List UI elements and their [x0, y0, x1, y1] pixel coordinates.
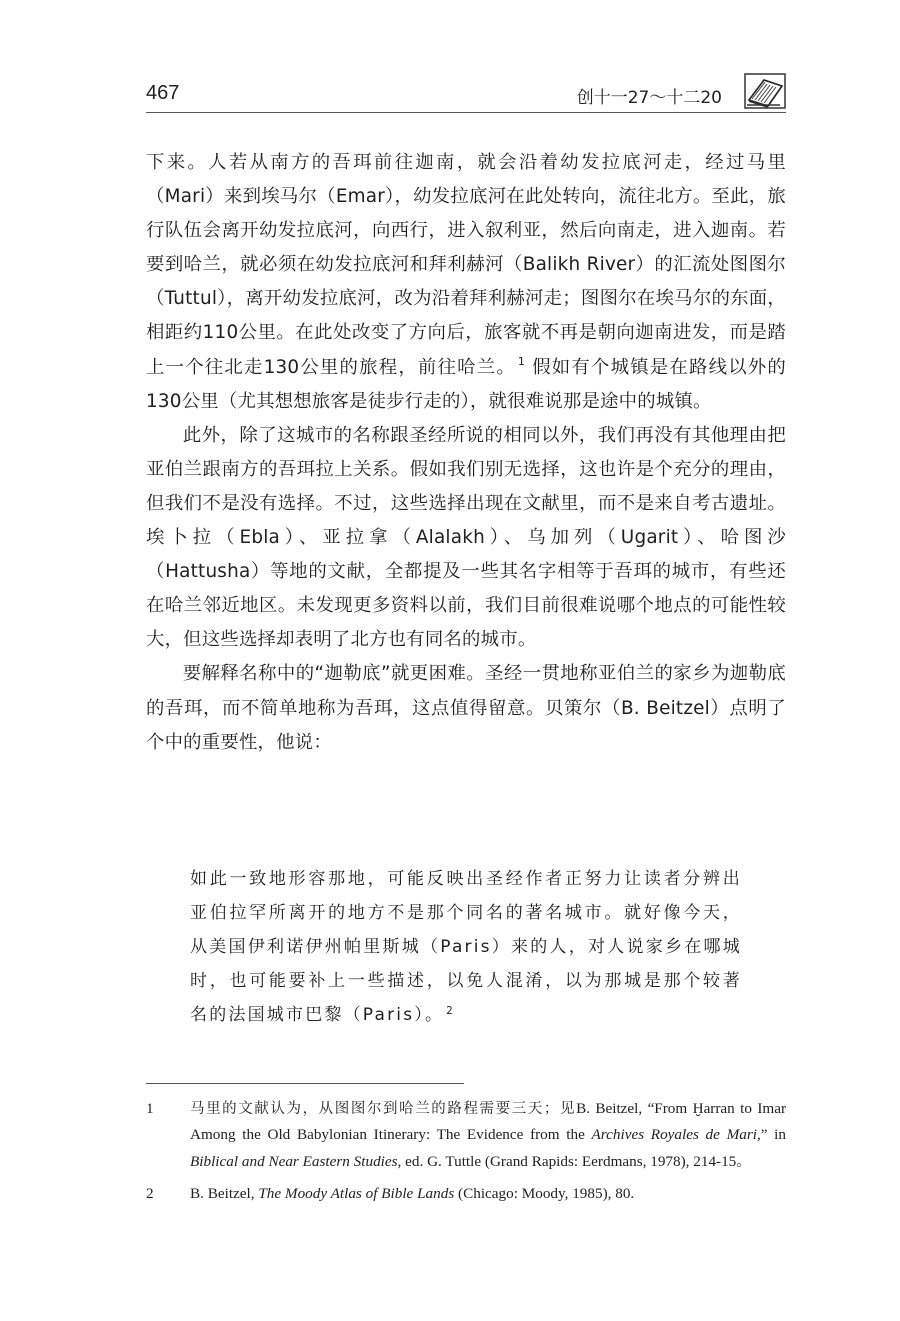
text-run: 下来。人若从南方的吾珥前往迦南，就会沿着幼发拉底河走，经过马里（Mari）来到埃马尔（Emar），幼发拉底河在此处转向，流往北方。至此，旅行队伍会离开幼发拉底河，向西行，进入叙利亚，然后向南走，进入迦南。若要到哈兰，就必须在幼发拉底河和拜利赫河（Balikh River）的汇流处图图尔（Tuttul），离开幼发拉底河，改为沿着拜利赫河走；图图尔在埃马尔的东面，相距约110公里。在此处改变了方向后，旅客就不再是朝向迦南进发，而是踏上一个往北走130公里的旅程，前往哈兰。 — [146, 152, 786, 378]
page-header — [146, 72, 786, 113]
text-run: 。 — [736, 1153, 751, 1170]
italic-text: Archives Royales de Mari — [591, 1126, 757, 1144]
body-paragraph — [146, 419, 786, 658]
text-run: 此外，除了这城市的名称跟圣经所说的相同以外，我们再没有其他理由把亚伯兰跟南方的吾珥拉上关系。假如我们别无选择，这也许是个充分的理由，但我们不是没有选择。不过，这些选择出现在文献里，而不是来自考古遗址。埃卜拉（Ebla）、亚拉拿（Alalakh）、乌加列（Ugarit）、哈图沙（Hattusha）等地的文献，全都提及一些其名字相等于吾珥的城市，有些还在哈兰邻近地区。未发现更多资料以前，我们目前很难说哪个地点的可能性较大，但这些选择却表明了北方也有同名的城市。 — [146, 424, 786, 651]
block-quote — [190, 862, 742, 1032]
footnote-marker: 2 — [446, 1005, 455, 1017]
text-run: B. Beitzel, “From Ḫarran to Imar Among the Old Babylonian Itinerary: The Evidence from the — [190, 1100, 787, 1144]
body-paragraph — [146, 657, 786, 759]
footnote-divider — [146, 1083, 464, 1084]
open-book-icon — [744, 72, 786, 110]
footnote-marker: 1 — [517, 355, 526, 369]
italic-text: Biblical and Near Eastern Studies — [190, 1152, 398, 1170]
italic-text: The Moody Atlas of Bible Lands — [258, 1185, 455, 1203]
text-run: , ed. G. Tuttle (Grand Rapids: Eerdmans, 1978), 214-15 — [397, 1152, 737, 1170]
text-run: ,” in — [756, 1126, 786, 1144]
text-run: 假如有个城镇是在路线以外的130公里（尤其想想旅客是徒步行走的），就很难说那是途中的城镇。 — [146, 356, 786, 412]
text-run: B. Beitzel, — [190, 1185, 259, 1203]
text-run: 如此一致地形容那地，可能反映出圣经作者正努力让读者分辨出亚伯拉罕所离开的地方不是那个同名的著名城市。就好像今天，从美国伊利诺伊州帕里斯城（Paris）来的人，对人说家乡在哪城时，也可能要补上一些描述，以免人混淆，以为那城是那个较著名的法国城市巴黎（Paris）。 — [190, 869, 742, 1026]
footnote-text — [190, 1181, 786, 1207]
running-head: 创十一27～十二20 — [576, 88, 722, 108]
footnote — [146, 1181, 786, 1207]
footnote-number: 1 — [146, 1100, 154, 1117]
footnote — [146, 1096, 786, 1175]
text-run: 马里的文献认为，从图图尔到哈兰的路程需要三天；见 — [190, 1101, 577, 1117]
text-run: 要解释名称中的“迦勒底”就更困难。圣经一贯地称亚伯兰的家乡为迦勒底的吾珥，而不简单地称为吾珥，这点值得留意。贝策尔（B. Beitzel）点明了个中的重要性，他说： — [146, 663, 786, 753]
page-number: 467 — [146, 82, 180, 104]
body-paragraph — [146, 146, 786, 419]
body-text — [146, 146, 786, 760]
footnotes — [146, 1096, 786, 1214]
text-run: (Chicago: Moody, 1985), 80. — [454, 1185, 635, 1203]
footnote-text — [190, 1096, 786, 1175]
footnote-number: 2 — [146, 1185, 154, 1203]
